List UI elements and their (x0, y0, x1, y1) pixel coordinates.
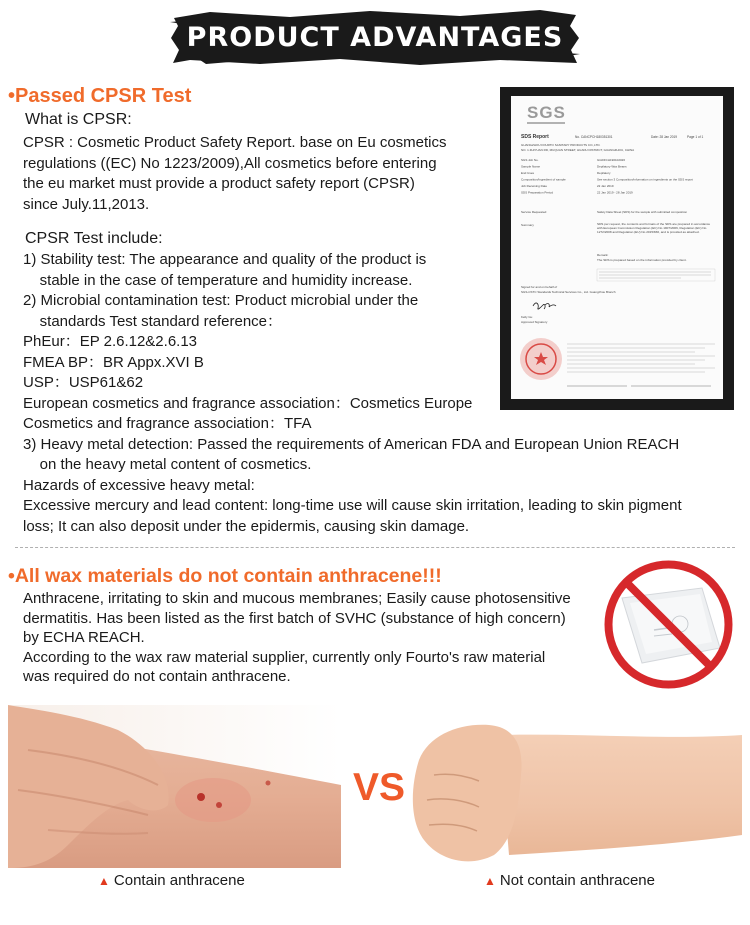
warning-triangle-icon: ▲ (98, 874, 110, 888)
right-caption (484, 872, 655, 889)
cert-field-label: Sample Name (521, 164, 541, 169)
cpsr-include-line: 3) Heavy metal detection: Passed the requirements of American FDA and European Union REACH (23, 435, 680, 453)
cert-field-label: Composition/Ingredient of sample (521, 177, 566, 182)
cpsr-include-line: Excessive mercury and lead content: long-time use will cause skin irritation, leading to skin pigment (23, 497, 682, 514)
cpsr-include-line: Hazards of excessive heavy metal: (23, 476, 255, 494)
left-caption-text: Contain anthracene (113, 872, 245, 889)
cpsr-include-line: PhEur：EP 2.6.12&2.6.13 (23, 333, 198, 350)
cpsr-include-heading: CPSR Test include: (25, 230, 163, 247)
signed-company: SGS-CSTC Standards Technical Services Co., Ltd. Guangzhou Branch (521, 290, 616, 294)
cpsr-definition-line: since July.11,2013. (23, 195, 150, 213)
cpsr-definition-line: regulations ((EC) No 1223/2009),All cosmetics before entering (23, 154, 437, 172)
cpsr-include-line: 2) Microbial contamination test: Product microbial under the (23, 292, 419, 309)
banner-title: PRODUCT ADVANTAGES (186, 22, 564, 53)
cpsr-definition-line: CPSR : Cosmetic Product Safety Report. base on Eu cosmetics (23, 134, 447, 151)
cpsr-definition-line: the eu market must provide a product safety report (CPSR) (23, 175, 415, 192)
sgs-certificate-frame (500, 87, 734, 410)
anthracene-line: by ECHA REACH. (23, 629, 145, 646)
summary-text: SDS per request, the contents and formats of the SDS are prepared in accordance with European Commission Regulation (EC) No 1907/2006, Regulation (EC) No 1272/2008 and Regulation (EU) No 2015/830, and is provided as attached. (597, 222, 711, 235)
cpsr-include-line: 1) Stability test: The appearance and quality of the product is (23, 251, 427, 268)
report-page: Page 1 of 1 (687, 135, 704, 139)
cpsr-include-line: European cosmetics and fragrance association：Cosmetics Europe (23, 394, 473, 412)
signer-title: Approved Signatory (521, 320, 548, 324)
remark-text: The SDS is prepared based on the information provided by client. (597, 258, 687, 262)
left-caption (98, 872, 245, 889)
anthracene-line: dermatitis. Has been listed as the first batch of SVHC (substance of high concern) (23, 609, 566, 627)
signer-name: Kelly Gu (521, 315, 533, 319)
right-caption-text: Not contain anthracene (499, 872, 655, 889)
cpsr-include-line: stable in the case of temperature and humidity increase. (23, 271, 413, 289)
healthy-skin-photo (409, 705, 742, 868)
signed-for: Signed for and on behalf of (521, 285, 558, 289)
company-line: GUANGZHOU FOURTO SANITARY PRODUCTS CO.,LTD. (521, 143, 601, 147)
red-spot (197, 793, 205, 801)
cert-field-label: End Uses (521, 171, 535, 175)
summary-label: Summary (521, 223, 534, 227)
report-date: Date: 28 Jan 2019 (651, 135, 678, 139)
section-divider (15, 547, 735, 548)
anthracene-line: According to the wax raw material supplier, currently only Fourto's raw material (23, 648, 546, 666)
anthracene-line: was required do not contain anthracene. (23, 668, 291, 685)
certificate-document (511, 96, 723, 399)
cert-field-label: Job Receiving Date (521, 184, 548, 188)
remark-label: Remark: (597, 253, 609, 257)
cert-field-value: Depilatory (597, 171, 611, 175)
what-is-cpsr-heading: What is CPSR: (25, 111, 132, 128)
cert-field-value: See section 3 Composition/information on ingredients on the SDS report (597, 177, 693, 182)
cert-field-value: 22 Jan 2019 - 28 Jan 2019 (597, 190, 633, 195)
irritated-skin-photo (8, 705, 341, 868)
warning-triangle-icon: ▲ (484, 874, 496, 888)
company-address-line: NO. 1 ZHIYUAN RD, MUQUAN STREET, HUADU DISTRICT, GUANGZHOU, CHINA (521, 148, 635, 152)
cert-field-value: 22 Jan 2019 (597, 184, 614, 188)
cert-field-label: SGS Job No. (521, 158, 539, 162)
service-text: Safety Data Sheet (SDS) for the sample with submitted composition (597, 210, 688, 214)
signature-scribble (533, 303, 556, 309)
cpsr-section-title: •Passed CPSR Test (8, 85, 192, 107)
cpsr-include-line: USP：USP61&62 (23, 374, 144, 391)
sgs-logo: SGS (527, 103, 566, 122)
cpsr-include-line: Cosmetics and fragrance association：TFA (23, 415, 312, 432)
header-banner (170, 8, 580, 66)
cert-field-value: GGDFCH190102026 (597, 158, 626, 162)
service-label: Service Requested (521, 210, 547, 214)
anthracene-section-title: •All wax materials do not contain anthracene!!! (8, 565, 442, 587)
cpsr-include-line: loss; It can also deposit under the epidermis, causing skin damage. (23, 517, 470, 535)
fist (413, 725, 522, 862)
cpsr-include-line: FMEA BP：BR Appx.XVI B (23, 353, 204, 371)
no-anthracene-bag-image (602, 558, 735, 691)
cpsr-include-line: on the heavy metal content of cosmetics. (23, 456, 312, 473)
cpsr-include-line: standards Test standard reference： (23, 312, 283, 330)
vs-label: VS (353, 766, 406, 809)
report-number: No. CANCPCH180351301 (575, 135, 613, 139)
sgs-certificate (511, 96, 723, 399)
anthracene-line: Anthracene, irritating to skin and mucous membranes; Easily cause photosensitive (23, 590, 571, 607)
cert-field-value: Depilatory Wax Beans (597, 164, 627, 169)
report-title: SDS Report (521, 134, 549, 140)
cert-field-label: SDS Preparation Period (521, 190, 554, 195)
